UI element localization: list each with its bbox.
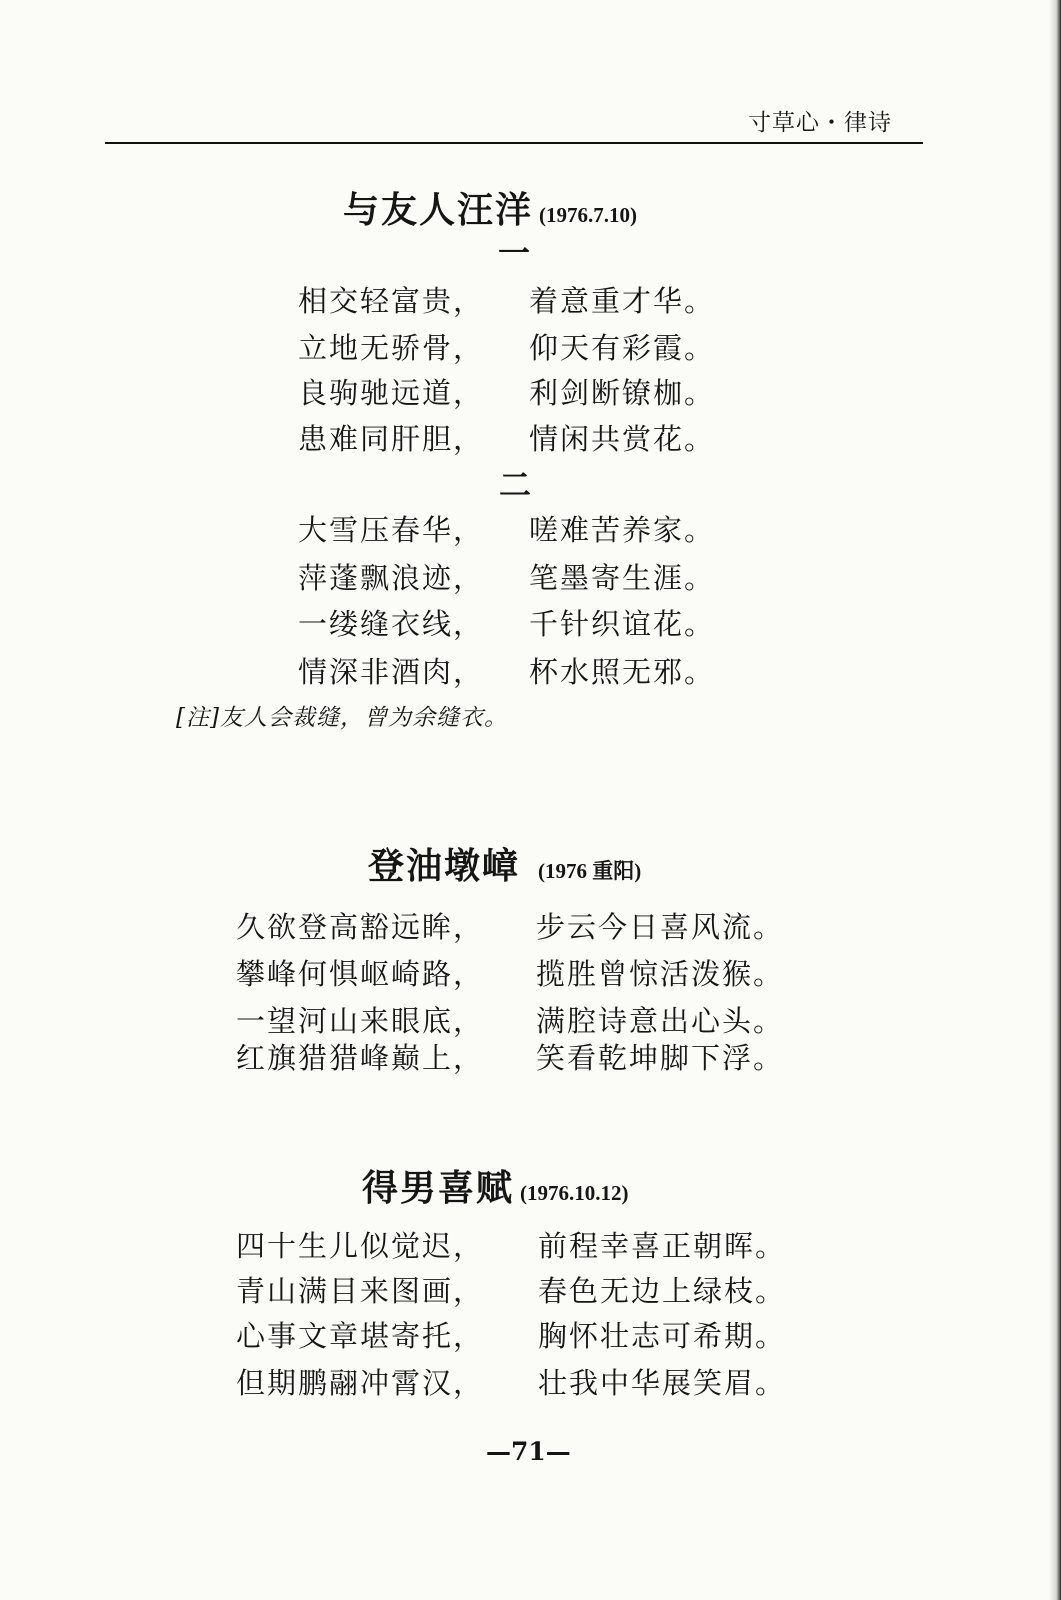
poem-date: (1976 重阳) <box>538 859 642 883</box>
line-right: 笑看乾坤脚下浮。 <box>536 1041 785 1075</box>
line-right: 步云今日喜风流。 <box>536 910 785 944</box>
poem-title <box>362 1160 629 1211</box>
page-number: —71— <box>486 1437 571 1466</box>
part-number: 一 <box>498 234 531 272</box>
line-right: 笔墨寄生涯。 <box>529 561 716 595</box>
header-rule <box>105 142 923 144</box>
line-left: 大雪压春华， <box>298 513 485 547</box>
line-left: 久欲登高豁远眸， <box>236 910 485 944</box>
line-left: 攀峰何惧岖崎路， <box>236 957 485 991</box>
line-right: 情闲共赏花。 <box>529 422 716 456</box>
poem-date: (1976.10.12) <box>520 1181 629 1205</box>
line-left: 一望河山来眼底， <box>236 1004 485 1038</box>
poem-note: [注]友人会裁缝，曾为余缝衣。 <box>176 705 508 731</box>
line-right: 春色无边上绿枝。 <box>538 1274 787 1308</box>
line-right: 利剑断镣枷。 <box>529 376 716 410</box>
line-right: 胸怀壮志可希期。 <box>538 1319 787 1353</box>
line-right: 仰天有彩霞。 <box>529 331 716 365</box>
line-right: 嗟难苦养家。 <box>529 513 716 547</box>
line-left: 情深非酒肉， <box>298 655 485 689</box>
line-right: 满腔诗意出心头。 <box>536 1004 785 1038</box>
line-right: 千针织谊花。 <box>529 607 716 641</box>
line-left: 四十生儿似觉迟， <box>236 1229 485 1263</box>
line-left: 良驹驰远道， <box>298 376 485 410</box>
line-right: 杯水照无邪。 <box>529 655 716 689</box>
line-right: 揽胜曾惊活泼猴。 <box>536 957 785 991</box>
line-left: 红旗猎猎峰巅上， <box>236 1041 485 1075</box>
poem-date: (1976.7.10) <box>539 203 638 227</box>
line-left: 青山满目来图画， <box>236 1274 485 1308</box>
scan-edge-shadow <box>1049 0 1061 1600</box>
line-right: 壮我中华展笑眉。 <box>538 1366 787 1400</box>
poem-title-text: 登油墩嶂 <box>368 846 521 887</box>
line-right: 前程幸喜正朝晖。 <box>538 1229 787 1263</box>
line-left: 心事文章堪寄托， <box>236 1319 485 1353</box>
line-left: 立地无骄骨， <box>298 331 485 365</box>
poem-title <box>343 182 637 233</box>
line-left: 一缕缝衣线， <box>298 607 485 641</box>
part-number: 二 <box>499 466 532 504</box>
line-left: 患难同肝胆， <box>298 422 485 456</box>
running-header: 寸草心・律诗 <box>748 110 892 136</box>
line-left: 但期鹏翮冲霄汉， <box>236 1366 485 1400</box>
poem-title <box>368 838 641 889</box>
line-left: 萍蓬飘浪迹， <box>298 561 485 595</box>
line-right: 着意重才华。 <box>529 284 716 318</box>
line-left: 相交轻富贵， <box>298 284 485 318</box>
poem-title-text: 与友人汪洋 <box>343 190 534 231</box>
poem-title-text: 得男喜赋 <box>362 1168 515 1209</box>
